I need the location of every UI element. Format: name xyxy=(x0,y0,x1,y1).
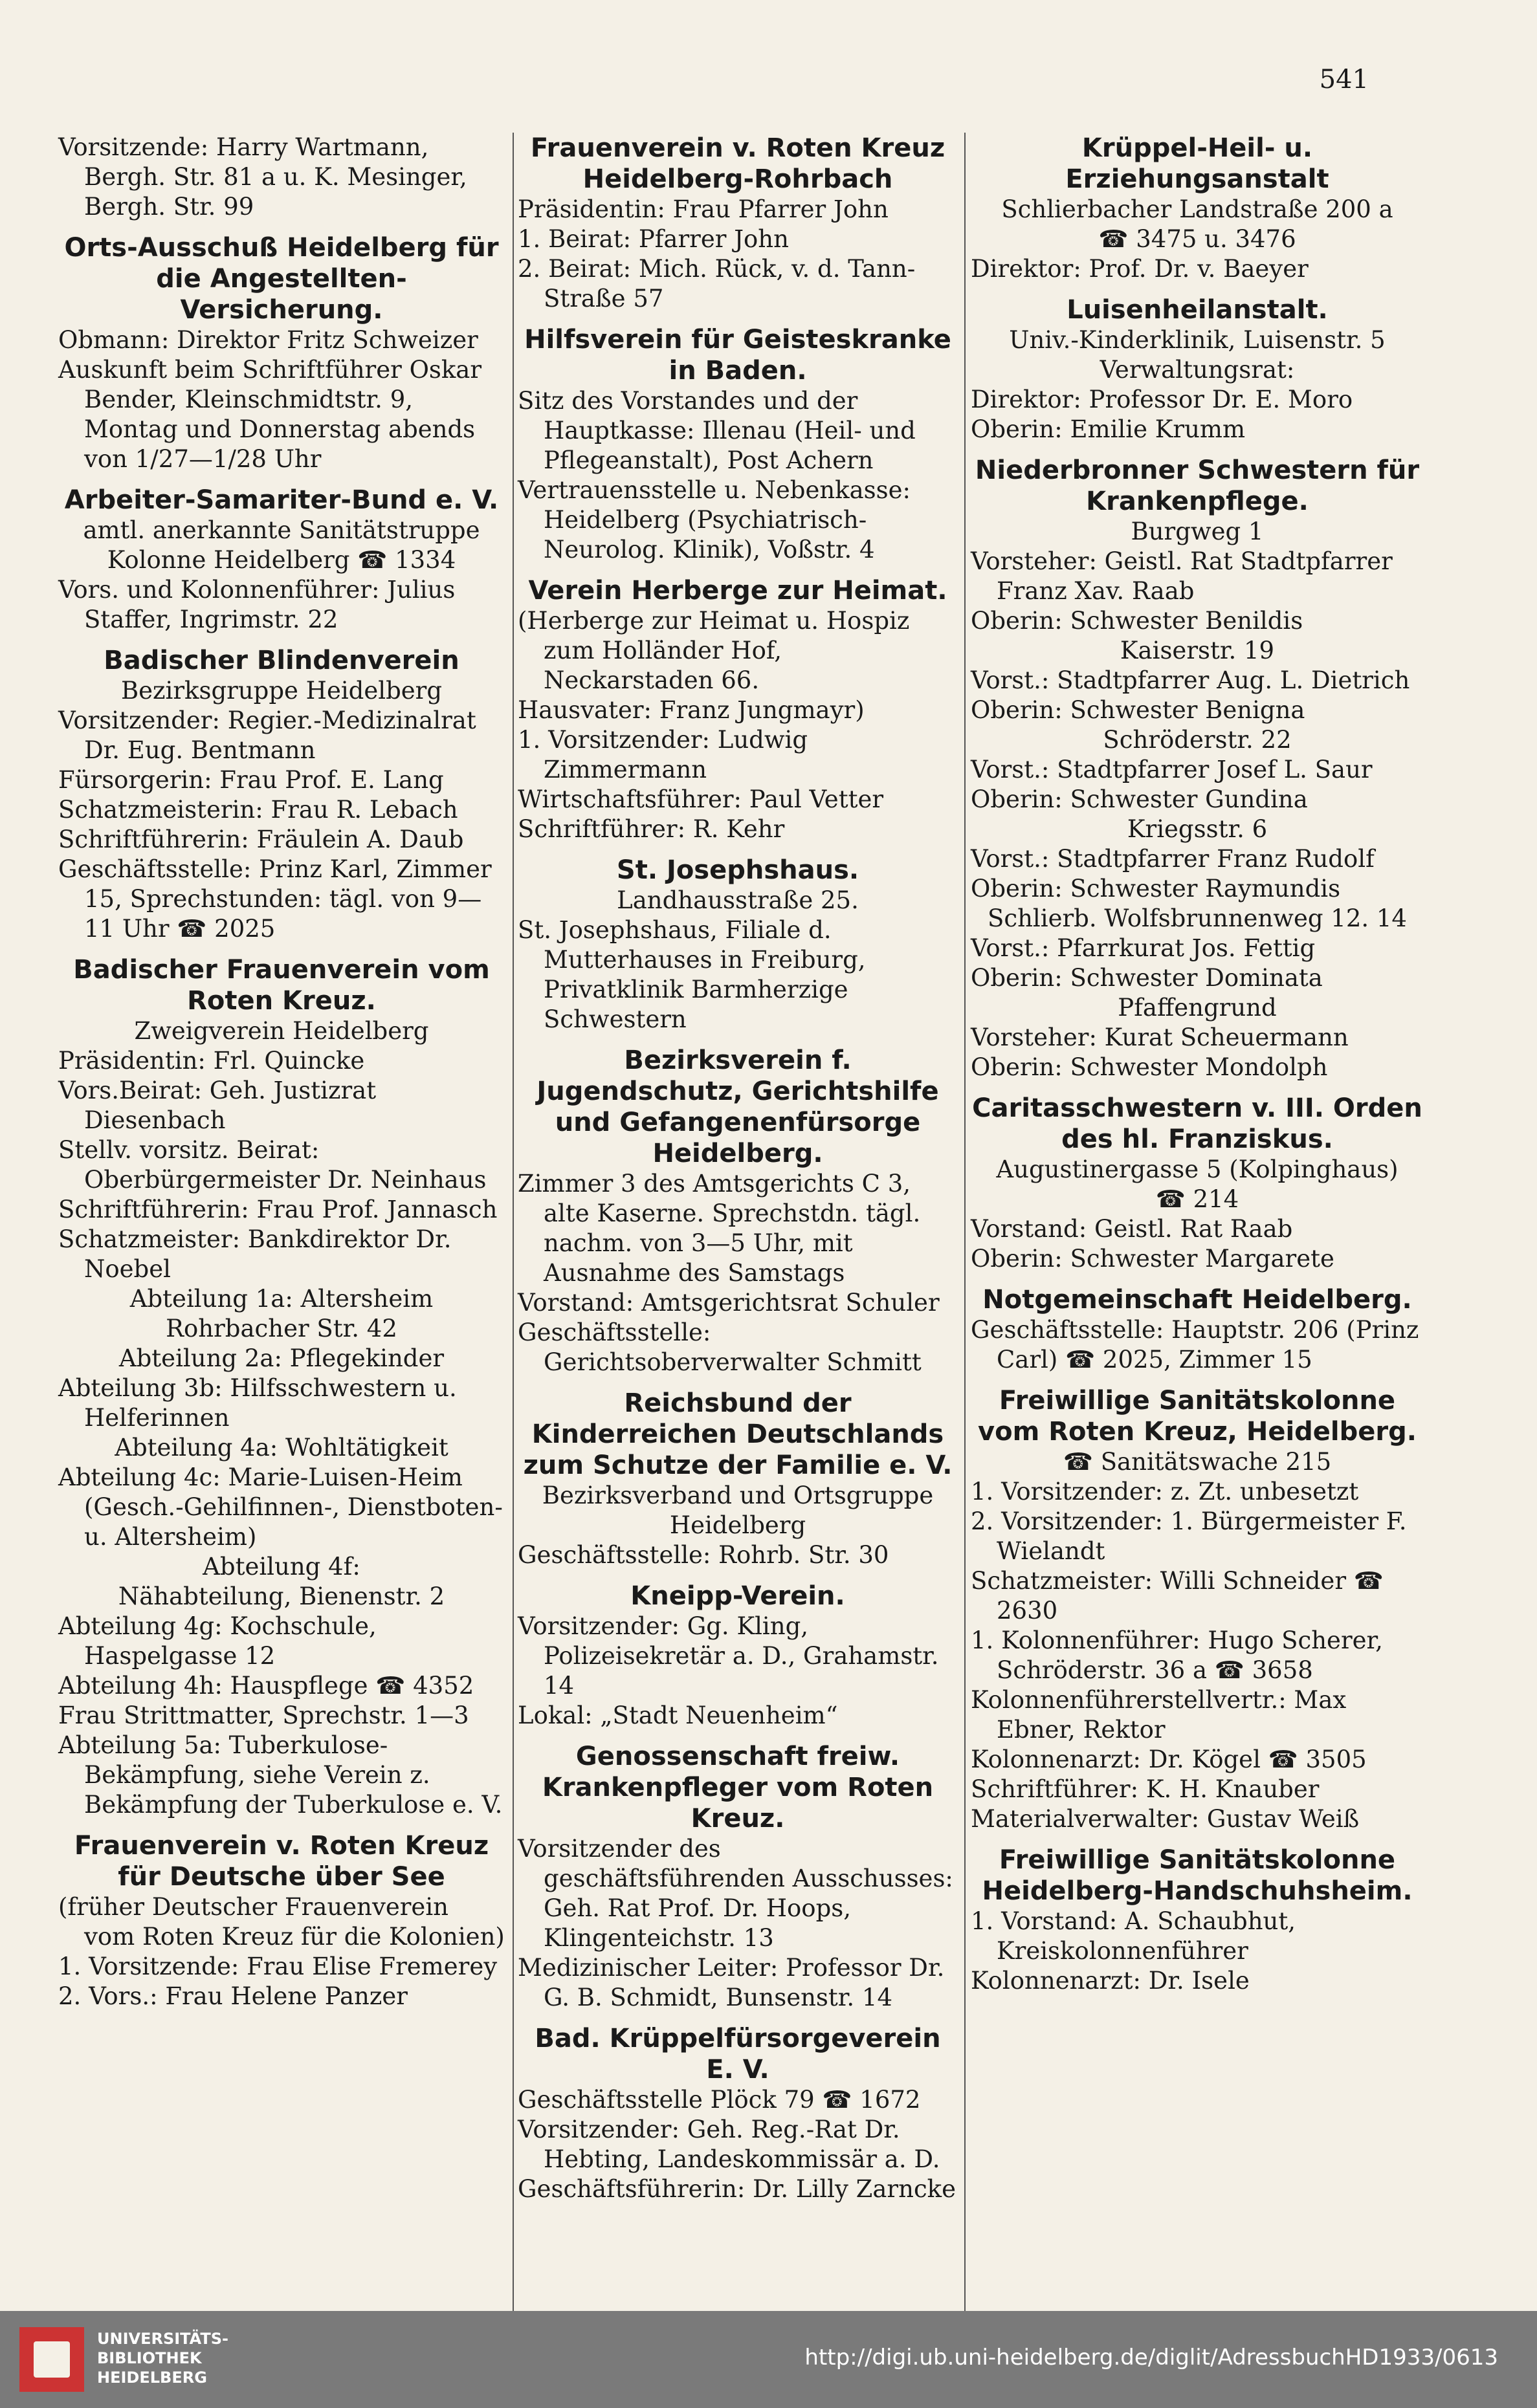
entry-subheading: Rohrbacher Str. 42 xyxy=(166,1315,397,1342)
entry-line: Kolonnenführerstellvertr.: Max Ebner, Rektor xyxy=(971,1686,1347,1744)
entry-heading: Hilfsverein für Geisteskranke in Baden. xyxy=(524,325,951,386)
column-right xyxy=(971,133,1424,2006)
entry xyxy=(518,575,958,844)
entry-line: Medizinischer Leiter: Professor Dr. G. B. Schmidt, Bunsenstr. 14 xyxy=(518,1954,945,2011)
entry-subheading: ☎ 214 xyxy=(1155,1185,1239,1213)
entry-subheading: Schröderstr. 22 xyxy=(1103,726,1292,754)
entry-line: Oberin: Schwester Mondolph xyxy=(971,1053,1328,1081)
entry-line: Zimmer 3 des Amtsgerichts C 3, alte Kaserne. Sprechstdn. tägl. nachm. von 3—5 Uhr, mit Ausnahme des Samstags xyxy=(518,1170,921,1287)
entry-line: Vorstand: Geistl. Rat Raab xyxy=(971,1215,1293,1243)
entry-line: Vorsitzender: Regier.-Medizinalrat Dr. Eug. Bentmann xyxy=(58,706,476,764)
column-rule xyxy=(513,133,514,2365)
library-logo-icon xyxy=(19,2327,84,2392)
entry-subheading: Burgweg 1 xyxy=(1131,518,1264,545)
entry-line: Schriftführer: K. H. Knauber xyxy=(971,1775,1320,1803)
entry-heading: Kneipp-Verein. xyxy=(630,1581,845,1611)
entry-line: Direktor: Prof. Dr. v. Baeyer xyxy=(971,255,1309,283)
entry-line: St. Josephshaus, Filiale d. Mutterhauses in Freiburg, Privatklinik Barmherzige Schwestern xyxy=(518,916,866,1033)
footer-bar xyxy=(0,2311,1537,2408)
entry-heading: Luisenheilanstalt. xyxy=(1067,295,1328,325)
entry-subheading: ☎ 3475 u. 3476 xyxy=(1098,225,1296,253)
entry-line: Geschäftsführerin: Dr. Lilly Zarncke xyxy=(518,2175,956,2203)
entry-subheading: Kaiserstr. 19 xyxy=(1120,637,1275,664)
library-name-line: HEIDELBERG xyxy=(97,2369,207,2387)
entry xyxy=(58,645,505,944)
entry-line: Vorst.: Stadtpfarrer Aug. L. Dietrich xyxy=(971,666,1410,694)
entry xyxy=(518,1581,958,1731)
entry-line: Vorsteher: Geistl. Rat Stadtpfarrer Franz Xav. Raab xyxy=(971,547,1393,605)
library-name-line: UNIVERSITÄTS- xyxy=(97,2330,229,2348)
entry-line: Vors.Beirat: Geh. Justizrat Diesenbach xyxy=(58,1077,377,1134)
entry-line: Vorsitzende: Harry Wartmann, Bergh. Str. 81 a u. K. Mesinger, Bergh. Str. 99 xyxy=(58,133,467,221)
entry-subheading: ☎ Sanitätswache 215 xyxy=(1063,1448,1332,1476)
entry-line: Kolonnenarzt: Dr. Kögel ☎ 3505 xyxy=(971,1746,1367,1773)
entry-subheading: Verwaltungsrat: xyxy=(1100,356,1295,384)
entry-heading: St. Josephshaus. xyxy=(616,855,859,885)
entry-subheading: Nähabteilung, Bienenstr. 2 xyxy=(118,1582,445,1610)
entry-line: Schatzmeister: Bankdirektor Dr. Noebel xyxy=(58,1225,452,1283)
entry-line: Kolonnenarzt: Dr. Isele xyxy=(971,1967,1250,1995)
entry-line: Schriftführerin: Fräulein A. Daub xyxy=(58,826,464,853)
entry-line: Geschäftsstelle: Prinz Karl, Zimmer 15, Sprechstunden: tägl. von 9—11 Uhr ☎ 2025 xyxy=(58,855,492,943)
entry-line: Frau Strittmatter, Sprechstr. 1—3 xyxy=(58,1702,469,1729)
entry-subheading: Bezirksgruppe Heidelberg xyxy=(120,677,443,705)
entry-heading: Verein Herberge zur Heimat. xyxy=(528,576,947,606)
entry-line: Stellv. vorsitz. Beirat: Oberbürgermeister Dr. Neinhaus xyxy=(58,1136,487,1194)
entry-subheading: Augustinergasse 5 (Kolpinghaus) xyxy=(996,1155,1399,1183)
entry xyxy=(518,2023,958,2204)
entry xyxy=(971,1385,1424,1834)
entry xyxy=(58,232,505,474)
source-url-link[interactable]: http://digi.ub.uni-heidelberg.de/diglit/AdressbuchHD1933/0613 xyxy=(804,2345,1498,2370)
entry-line: Vorst.: Stadtpfarrer Franz Rudolf xyxy=(971,845,1375,873)
entry-subheading: Abteilung 4a: Wohltätigkeit xyxy=(115,1434,448,1461)
entry-line: 1. Vorstand: A. Schaubhut, Kreiskolonnenführer xyxy=(971,1907,1296,1965)
entry-subheading: Schlierb. Wolfsbrunnenweg 12. 14 xyxy=(988,904,1407,932)
entry-heading: Arbeiter-Samariter-Bund e. V. xyxy=(64,485,499,515)
entry-line: Abteilung 4c: Marie-Luisen-Heim (Gesch.-Gehilfinnen-, Dienstboten- u. Altersheim) xyxy=(58,1463,503,1551)
entry-subheading: Bezirksverband und Ortsgruppe Heidelberg xyxy=(542,1482,934,1539)
entry-line: 1. Kolonnenführer: Hugo Scherer, Schröderstr. 36 a ☎ 3658 xyxy=(971,1626,1383,1684)
entry-line: Präsidentin: Frl. Quincke xyxy=(58,1047,365,1075)
entry-subheading: Abteilung 2a: Pflegekinder xyxy=(118,1344,445,1372)
entry-line: Schatzmeisterin: Frau R. Lebach xyxy=(58,796,458,824)
entry-line: Oberin: Schwester Benigna xyxy=(971,696,1305,724)
entry-line: Vorsitzender: Gg. Kling, Polizeisekretär a. D., Grahamstr. 14 xyxy=(518,1612,939,1700)
entry-line: Oberin: Schwester Dominata xyxy=(971,964,1323,992)
entry xyxy=(58,1830,505,2011)
entry-line: Vorsitzender des geschäftsführenden Ausschusses: Geh. Rat Prof. Dr. Hoops, Klingenteichstr. 13 xyxy=(518,1835,953,1952)
entry-line: Vorstand: Amtsgerichtsrat Schuler xyxy=(518,1289,940,1317)
entry-line: Oberin: Emilie Krumm xyxy=(971,415,1246,443)
entry xyxy=(518,1388,958,1570)
entry-subheading: Univ.-Kinderklinik, Luisenstr. 5 xyxy=(1009,326,1386,354)
entry-line: Direktor: Professor Dr. E. Moro xyxy=(971,386,1353,413)
entry-line: Schriftführer: R. Kehr xyxy=(518,815,785,843)
library-name-line: BIBLIOTHEK xyxy=(97,2349,202,2367)
entry-heading: Frauenverein v. Roten Kreuz Heidelberg-Rohrbach xyxy=(530,133,945,194)
entry-subheading: Schlierbacher Landstraße 200 a xyxy=(1001,195,1393,223)
entry-line: 1. Vorsitzende: Frau Elise Fremerey xyxy=(58,1953,498,1980)
entry-heading: Freiwillige Sanitätskolonne vom Roten Kreuz, Heidelberg. xyxy=(978,1386,1417,1447)
entry-heading: Reichsbund der Kinderreichen Deutschlands zum Schutze der Familie e. V. xyxy=(523,1388,953,1480)
entry-line: 1. Vorsitzender: Ludwig Zimmermann xyxy=(518,726,808,783)
entry-line: Vorst.: Pfarrkurat Jos. Fettig xyxy=(971,934,1316,962)
entry xyxy=(58,485,505,635)
entry-line: Vors. und Kolonnenführer: Julius Staffer, Ingrimstr. 22 xyxy=(58,576,456,633)
entry-line: (Herberge zur Heimat u. Hospiz zum Holländer Hof, Neckarstaden 66. xyxy=(518,607,910,694)
entry-line: 2. Beirat: Mich. Rück, v. d. Tann-Straße 57 xyxy=(518,255,916,312)
entry-heading: Caritasschwestern v. III. Orden des hl. Franziskus. xyxy=(972,1093,1422,1154)
entry xyxy=(971,1844,1424,1996)
entry-subheading: amtl. anerkannte Sanitätstruppe xyxy=(83,516,480,544)
entry-subheading: Pfaffengrund xyxy=(1118,994,1277,1022)
entry-line: Obmann: Direktor Fritz Schweizer xyxy=(58,326,478,354)
entry-heading: Genossenschaft freiw. Krankenpfleger vom Roten Kreuz. xyxy=(542,1742,934,1833)
entry xyxy=(518,855,958,1034)
entry-heading: Bad. Krüppelfürsorgeverein E. V. xyxy=(535,2024,941,2085)
entry-heading: Orts-Ausschuß Heidelberg für die Angestellten-Versicherung. xyxy=(64,233,499,325)
entry-heading: Freiwillige Sanitätskolonne Heidelberg-Handschuhsheim. xyxy=(982,1845,1413,1906)
entry-line: 2. Vors.: Frau Helene Panzer xyxy=(58,1982,408,2010)
entry xyxy=(58,954,505,1820)
entry-subheading: Kriegsstr. 6 xyxy=(1127,815,1268,843)
entry-line: Vertrauensstelle u. Nebenkasse: Heidelberg (Psychiatrisch-Neurolog. Klinik), Voßstr. 4 xyxy=(518,476,911,564)
page-number: 541 xyxy=(1319,65,1369,94)
entry-heading: Notgemeinschaft Heidelberg. xyxy=(982,1285,1412,1315)
entry-line: Auskunft beim Schriftführer Oskar Bender, Kleinschmidtstr. 9, Montag und Donnerstag abends von 1/27—1/28 Uhr xyxy=(58,356,482,473)
entry-line: Oberin: Schwester Raymundis xyxy=(971,875,1341,903)
entry-line: Abteilung 4h: Hauspflege ☎ 4352 xyxy=(58,1672,474,1700)
entry xyxy=(971,294,1424,444)
entry-line: Oberin: Schwester Margarete xyxy=(971,1245,1334,1273)
entry-line: Sitz des Vorstandes und der Hauptkasse: Illenau (Heil- und Pflegeanstalt), Post Achern xyxy=(518,387,916,474)
entry xyxy=(518,1045,958,1377)
entry xyxy=(518,324,958,565)
entry-line: Lokal: „Stadt Neuenheim“ xyxy=(518,1702,838,1729)
entry-subheading: Zweigverein Heidelberg xyxy=(134,1017,429,1045)
column-left xyxy=(58,133,505,2022)
entry-heading: Niederbronner Schwestern für Krankenpflege. xyxy=(975,455,1420,516)
entry-line: Vorst.: Stadtpfarrer Josef L. Saur xyxy=(971,756,1373,783)
entry-heading: Bezirksverein f. Jugendschutz, Gerichtshilfe und Gefangenenfürsorge Heidelberg. xyxy=(536,1045,939,1168)
entry-line: Hausvater: Franz Jungmayr) xyxy=(518,696,865,724)
library-name xyxy=(97,2329,228,2387)
entry-line: Schatzmeister: Willi Schneider ☎ 2630 xyxy=(971,1567,1384,1625)
entry-line: Oberin: Schwester Benildis xyxy=(971,607,1303,635)
entry-line: Oberin: Schwester Gundina xyxy=(971,785,1308,813)
entry xyxy=(971,1284,1424,1375)
entry-line: Materialverwalter: Gustav Weiß xyxy=(971,1805,1360,1833)
entry xyxy=(518,1741,958,2013)
entry xyxy=(58,133,505,222)
entry-line: 1. Vorsitzender: z. Zt. unbesetzt xyxy=(971,1478,1359,1505)
entry-line: (früher Deutscher Frauenverein vom Roten Kreuz für die Kolonien) xyxy=(58,1893,505,1951)
column-rule xyxy=(964,133,966,2365)
entry-subheading: Abteilung 1a: Altersheim xyxy=(129,1285,434,1313)
entry-line: Geschäftsstelle Plöck 79 ☎ 1672 xyxy=(518,2086,921,2114)
entry-line: Wirtschaftsführer: Paul Vetter xyxy=(518,785,884,813)
entry xyxy=(518,133,958,314)
entry xyxy=(971,1093,1424,1274)
entry-heading: Frauenverein v. Roten Kreuz für Deutsche über See xyxy=(74,1831,489,1892)
entry-heading: Badischer Frauenverein vom Roten Kreuz. xyxy=(73,955,490,1016)
entry-subheading: Abteilung 4f: xyxy=(203,1553,360,1581)
entry-subheading: Landhausstraße 25. xyxy=(617,886,859,914)
entry-line: Abteilung 4g: Kochschule, Haspelgasse 12 xyxy=(58,1612,377,1670)
entry-heading: Krüppel-Heil- u. Erziehungsanstalt xyxy=(1065,133,1329,194)
entry xyxy=(971,455,1424,1082)
entry-line: Vorsitzender: Geh. Reg.-Rat Dr. Hebting, Landeskommissär a. D. xyxy=(518,2116,940,2173)
entry-line: Präsidentin: Frau Pfarrer John xyxy=(518,195,889,223)
entry-line: Vorsteher: Kurat Scheuermann xyxy=(971,1023,1349,1051)
entry-subheading: Kolonne Heidelberg ☎ 1334 xyxy=(107,546,456,574)
column-middle xyxy=(518,133,958,2215)
entry xyxy=(971,133,1424,284)
entry-line: 1. Beirat: Pfarrer John xyxy=(518,225,789,253)
entry-heading: Badischer Blindenverein xyxy=(104,646,459,675)
entry-line: Fürsorgerin: Frau Prof. E. Lang xyxy=(58,766,444,794)
entry-line: Geschäftsstelle: Hauptstr. 206 (Prinz Carl) ☎ 2025, Zimmer 15 xyxy=(971,1316,1419,1374)
entry-line: Geschäftsstelle: Rohrb. Str. 30 xyxy=(518,1541,889,1569)
entry-line: 2. Vorsitzender: 1. Bürgermeister F. Wielandt xyxy=(971,1507,1407,1565)
entry-line: Abteilung 5a: Tuberkulose-Bekämpfung, siehe Verein z. Bekämpfung der Tuberkulose e. V. xyxy=(58,1731,503,1819)
entry-line: Geschäftsstelle: Gerichtsoberverwalter Schmitt xyxy=(518,1319,922,1376)
entry-line: Abteilung 3b: Hilfsschwestern u. Helferinnen xyxy=(58,1374,457,1432)
entry-line: Schriftführerin: Frau Prof. Jannasch xyxy=(58,1196,498,1223)
